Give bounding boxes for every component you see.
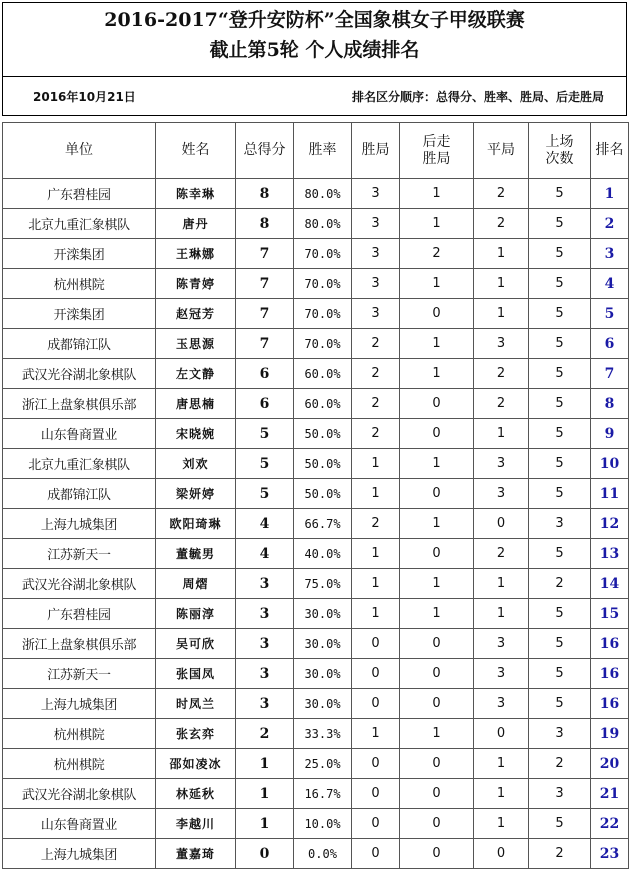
cell-rank: 22	[591, 809, 629, 839]
cell-name: 刘欢	[156, 449, 236, 479]
header-wins: 胜局	[352, 123, 400, 179]
cell-name: 周熠	[156, 569, 236, 599]
cell-wins: 2	[352, 389, 400, 419]
table-row	[3, 389, 629, 419]
cell-unit: 成都锦江队	[3, 329, 156, 359]
cell-unit: 武汉光谷湖北象棋队	[3, 779, 156, 809]
cell-wins: 2	[352, 359, 400, 389]
title-block	[2, 2, 627, 76]
cell-name: 陈青婷	[156, 269, 236, 299]
table-row	[3, 539, 629, 569]
cell-points: 6	[236, 359, 294, 389]
cell-name: 唐丹	[156, 209, 236, 239]
cell-rank: 19	[591, 719, 629, 749]
cell-name: 左文静	[156, 359, 236, 389]
cell-games: 5	[529, 689, 591, 719]
cell-draws: 3	[474, 449, 529, 479]
cell-wins: 0	[352, 689, 400, 719]
cell-black-wins: 0	[400, 389, 474, 419]
cell-draws: 2	[474, 539, 529, 569]
page-subtitle: 截止第5轮 个人成绩排名	[209, 39, 420, 61]
cell-draws: 1	[474, 809, 529, 839]
cell-points: 4	[236, 539, 294, 569]
cell-rank: 9	[591, 419, 629, 449]
cell-name: 王琳娜	[156, 239, 236, 269]
cell-rank: 16	[591, 659, 629, 689]
cell-points: 8	[236, 209, 294, 239]
cell-wins: 0	[352, 809, 400, 839]
cell-rank: 10	[591, 449, 629, 479]
cell-games: 3	[529, 779, 591, 809]
cell-points: 2	[236, 719, 294, 749]
cell-wins: 1	[352, 479, 400, 509]
cell-wins: 0	[352, 629, 400, 659]
cell-games: 5	[529, 179, 591, 209]
header-unit: 单位	[3, 123, 156, 179]
cell-games: 5	[529, 239, 591, 269]
cell-black-wins: 0	[400, 689, 474, 719]
cell-unit: 江苏新天一	[3, 539, 156, 569]
cell-points: 7	[236, 299, 294, 329]
cell-games: 5	[529, 419, 591, 449]
cell-draws: 1	[474, 239, 529, 269]
table-row	[3, 509, 629, 539]
cell-black-wins: 0	[400, 659, 474, 689]
cell-black-wins: 0	[400, 299, 474, 329]
cell-black-wins: 0	[400, 749, 474, 779]
cell-points: 6	[236, 389, 294, 419]
cell-win-rate: 16.7%	[294, 779, 352, 809]
cell-black-wins: 1	[400, 179, 474, 209]
cell-rank: 16	[591, 689, 629, 719]
cell-points: 8	[236, 179, 294, 209]
table-row	[3, 359, 629, 389]
table-row	[3, 599, 629, 629]
cell-points: 3	[236, 629, 294, 659]
cell-rank: 4	[591, 269, 629, 299]
cell-win-rate: 66.7%	[294, 509, 352, 539]
cell-unit: 广东碧桂园	[3, 179, 156, 209]
cell-rank: 5	[591, 299, 629, 329]
cell-points: 7	[236, 269, 294, 299]
cell-draws: 1	[474, 269, 529, 299]
cell-wins: 0	[352, 839, 400, 869]
table-row	[3, 179, 629, 209]
cell-black-wins: 0	[400, 539, 474, 569]
cell-games: 5	[529, 269, 591, 299]
cell-name: 唐思楠	[156, 389, 236, 419]
cell-rank: 7	[591, 359, 629, 389]
cell-unit: 山东鲁商置业	[3, 809, 156, 839]
cell-name: 欧阳琦琳	[156, 509, 236, 539]
cell-games: 3	[529, 719, 591, 749]
cell-points: 3	[236, 659, 294, 689]
meta-bar	[2, 76, 627, 116]
cell-name: 董嘉琦	[156, 839, 236, 869]
cell-name: 邵如凌冰	[156, 749, 236, 779]
cell-name: 陈幸琳	[156, 179, 236, 209]
cell-win-rate: 40.0%	[294, 539, 352, 569]
cell-unit: 武汉光谷湖北象棋队	[3, 359, 156, 389]
cell-name: 时凤兰	[156, 689, 236, 719]
cell-draws: 2	[474, 359, 529, 389]
cell-name: 梁妍婷	[156, 479, 236, 509]
cell-unit: 江苏新天一	[3, 659, 156, 689]
table-row	[3, 809, 629, 839]
cell-points: 5	[236, 419, 294, 449]
cell-win-rate: 0.0%	[294, 839, 352, 869]
table-row	[3, 659, 629, 689]
cell-win-rate: 70.0%	[294, 299, 352, 329]
cell-games: 2	[529, 749, 591, 779]
cell-unit: 成都锦江队	[3, 479, 156, 509]
cell-games: 5	[529, 449, 591, 479]
cell-points: 5	[236, 479, 294, 509]
cell-points: 3	[236, 569, 294, 599]
cell-black-wins: 1	[400, 269, 474, 299]
cell-black-wins: 1	[400, 719, 474, 749]
cell-unit: 开滦集团	[3, 299, 156, 329]
cell-wins: 3	[352, 209, 400, 239]
cell-name: 宋晓婉	[156, 419, 236, 449]
cell-wins: 0	[352, 659, 400, 689]
cell-unit: 上海九城集团	[3, 509, 156, 539]
cell-wins: 1	[352, 599, 400, 629]
standings-table	[2, 122, 629, 869]
cell-win-rate: 75.0%	[294, 569, 352, 599]
cell-rank: 11	[591, 479, 629, 509]
cell-draws: 0	[474, 719, 529, 749]
cell-games: 5	[529, 359, 591, 389]
header-name: 姓名	[156, 123, 236, 179]
cell-points: 0	[236, 839, 294, 869]
cell-name: 赵冠芳	[156, 299, 236, 329]
cell-black-wins: 0	[400, 839, 474, 869]
cell-win-rate: 70.0%	[294, 329, 352, 359]
table-row	[3, 569, 629, 599]
cell-wins: 2	[352, 509, 400, 539]
cell-black-wins: 0	[400, 629, 474, 659]
cell-win-rate: 25.0%	[294, 749, 352, 779]
cell-wins: 1	[352, 449, 400, 479]
cell-games: 5	[529, 389, 591, 419]
cell-draws: 3	[474, 689, 529, 719]
cell-draws: 1	[474, 599, 529, 629]
cell-draws: 1	[474, 299, 529, 329]
cell-wins: 3	[352, 179, 400, 209]
cell-name: 董毓男	[156, 539, 236, 569]
cell-name: 吴可欣	[156, 629, 236, 659]
cell-rank: 23	[591, 839, 629, 869]
cell-rank: 2	[591, 209, 629, 239]
cell-win-rate: 50.0%	[294, 449, 352, 479]
cell-draws: 2	[474, 179, 529, 209]
cell-black-wins: 1	[400, 359, 474, 389]
table-row	[3, 749, 629, 779]
page-title: 2016-2017“登升安防杯”全国象棋女子甲级联赛	[104, 9, 525, 31]
cell-games: 2	[529, 569, 591, 599]
table-row	[3, 479, 629, 509]
cell-unit: 北京九重汇象棋队	[3, 449, 156, 479]
cell-rank: 3	[591, 239, 629, 269]
cell-black-wins: 0	[400, 479, 474, 509]
cell-win-rate: 60.0%	[294, 359, 352, 389]
cell-games: 5	[529, 539, 591, 569]
cell-draws: 3	[474, 629, 529, 659]
cell-draws: 3	[474, 659, 529, 689]
cell-points: 1	[236, 749, 294, 779]
cell-name: 玉思源	[156, 329, 236, 359]
cell-wins: 1	[352, 539, 400, 569]
cell-points: 1	[236, 779, 294, 809]
cell-games: 2	[529, 839, 591, 869]
cell-games: 5	[529, 209, 591, 239]
cell-draws: 1	[474, 569, 529, 599]
cell-games: 5	[529, 479, 591, 509]
report-date: 2016年10月21日	[33, 89, 136, 104]
table-row	[3, 239, 629, 269]
cell-win-rate: 30.0%	[294, 659, 352, 689]
table-row	[3, 299, 629, 329]
cell-points: 7	[236, 239, 294, 269]
table-row	[3, 719, 629, 749]
cell-win-rate: 80.0%	[294, 209, 352, 239]
cell-unit: 上海九城集团	[3, 839, 156, 869]
table-header-row	[3, 123, 629, 179]
cell-win-rate: 60.0%	[294, 389, 352, 419]
cell-win-rate: 30.0%	[294, 599, 352, 629]
cell-wins: 2	[352, 419, 400, 449]
cell-draws: 1	[474, 749, 529, 779]
table-row	[3, 839, 629, 869]
cell-games: 5	[529, 629, 591, 659]
table-row	[3, 779, 629, 809]
cell-wins: 0	[352, 749, 400, 779]
cell-rank: 20	[591, 749, 629, 779]
cell-points: 5	[236, 449, 294, 479]
cell-draws: 3	[474, 479, 529, 509]
cell-rank: 16	[591, 629, 629, 659]
cell-games: 5	[529, 299, 591, 329]
header-draws: 平局	[474, 123, 529, 179]
cell-name: 李越川	[156, 809, 236, 839]
cell-points: 7	[236, 329, 294, 359]
cell-unit: 杭州棋院	[3, 269, 156, 299]
cell-rank: 15	[591, 599, 629, 629]
cell-wins: 1	[352, 569, 400, 599]
cell-win-rate: 30.0%	[294, 629, 352, 659]
cell-draws: 1	[474, 419, 529, 449]
table-row	[3, 449, 629, 479]
cell-points: 3	[236, 689, 294, 719]
cell-win-rate: 80.0%	[294, 179, 352, 209]
cell-rank: 14	[591, 569, 629, 599]
cell-unit: 山东鲁商置业	[3, 419, 156, 449]
cell-rank: 6	[591, 329, 629, 359]
cell-black-wins: 2	[400, 239, 474, 269]
table-row	[3, 269, 629, 299]
header-win-rate: 胜率	[294, 123, 352, 179]
cell-name: 陈丽淳	[156, 599, 236, 629]
cell-draws: 2	[474, 389, 529, 419]
cell-unit: 广东碧桂园	[3, 599, 156, 629]
cell-black-wins: 1	[400, 449, 474, 479]
header-games: 上场 次数	[529, 123, 591, 179]
cell-black-wins: 1	[400, 599, 474, 629]
cell-draws: 3	[474, 329, 529, 359]
cell-rank: 8	[591, 389, 629, 419]
cell-rank: 13	[591, 539, 629, 569]
cell-win-rate: 70.0%	[294, 239, 352, 269]
cell-rank: 12	[591, 509, 629, 539]
ranking-order-note: 排名区分顺序：总得分、胜率、胜局、后走胜局	[351, 89, 604, 104]
cell-games: 5	[529, 659, 591, 689]
cell-unit: 武汉光谷湖北象棋队	[3, 569, 156, 599]
cell-wins: 3	[352, 239, 400, 269]
cell-name: 张玄弈	[156, 719, 236, 749]
header-black-wins: 后走 胜局	[400, 123, 474, 179]
cell-wins: 3	[352, 269, 400, 299]
cell-name: 张国凤	[156, 659, 236, 689]
cell-black-wins: 1	[400, 569, 474, 599]
cell-games: 5	[529, 599, 591, 629]
cell-black-wins: 1	[400, 509, 474, 539]
cell-unit: 开滦集团	[3, 239, 156, 269]
cell-wins: 3	[352, 299, 400, 329]
cell-unit: 杭州棋院	[3, 719, 156, 749]
cell-rank: 21	[591, 779, 629, 809]
cell-draws: 2	[474, 209, 529, 239]
cell-rank: 1	[591, 179, 629, 209]
cell-win-rate: 50.0%	[294, 479, 352, 509]
cell-win-rate: 30.0%	[294, 689, 352, 719]
cell-points: 3	[236, 599, 294, 629]
cell-black-wins: 1	[400, 329, 474, 359]
cell-games: 5	[529, 329, 591, 359]
cell-name: 林延秋	[156, 779, 236, 809]
cell-win-rate: 50.0%	[294, 419, 352, 449]
cell-black-wins: 0	[400, 779, 474, 809]
table-row	[3, 689, 629, 719]
header-rank: 排名	[591, 123, 629, 179]
cell-wins: 2	[352, 329, 400, 359]
cell-win-rate: 33.3%	[294, 719, 352, 749]
cell-games: 3	[529, 509, 591, 539]
table-row	[3, 329, 629, 359]
cell-unit: 浙江上盘象棋俱乐部	[3, 629, 156, 659]
cell-unit: 杭州棋院	[3, 749, 156, 779]
cell-games: 5	[529, 809, 591, 839]
cell-wins: 1	[352, 719, 400, 749]
table-row	[3, 419, 629, 449]
cell-unit: 浙江上盘象棋俱乐部	[3, 389, 156, 419]
cell-unit: 北京九重汇象棋队	[3, 209, 156, 239]
cell-win-rate: 10.0%	[294, 809, 352, 839]
table-row	[3, 629, 629, 659]
ranking-sheet	[2, 2, 627, 869]
cell-wins: 0	[352, 779, 400, 809]
cell-draws: 0	[474, 509, 529, 539]
cell-unit: 上海九城集团	[3, 689, 156, 719]
cell-black-wins: 0	[400, 419, 474, 449]
cell-points: 4	[236, 509, 294, 539]
cell-draws: 1	[474, 779, 529, 809]
cell-win-rate: 70.0%	[294, 269, 352, 299]
cell-draws: 0	[474, 839, 529, 869]
table-row	[3, 209, 629, 239]
header-points: 总得分	[236, 123, 294, 179]
cell-black-wins: 1	[400, 209, 474, 239]
cell-points: 1	[236, 809, 294, 839]
cell-black-wins: 0	[400, 809, 474, 839]
